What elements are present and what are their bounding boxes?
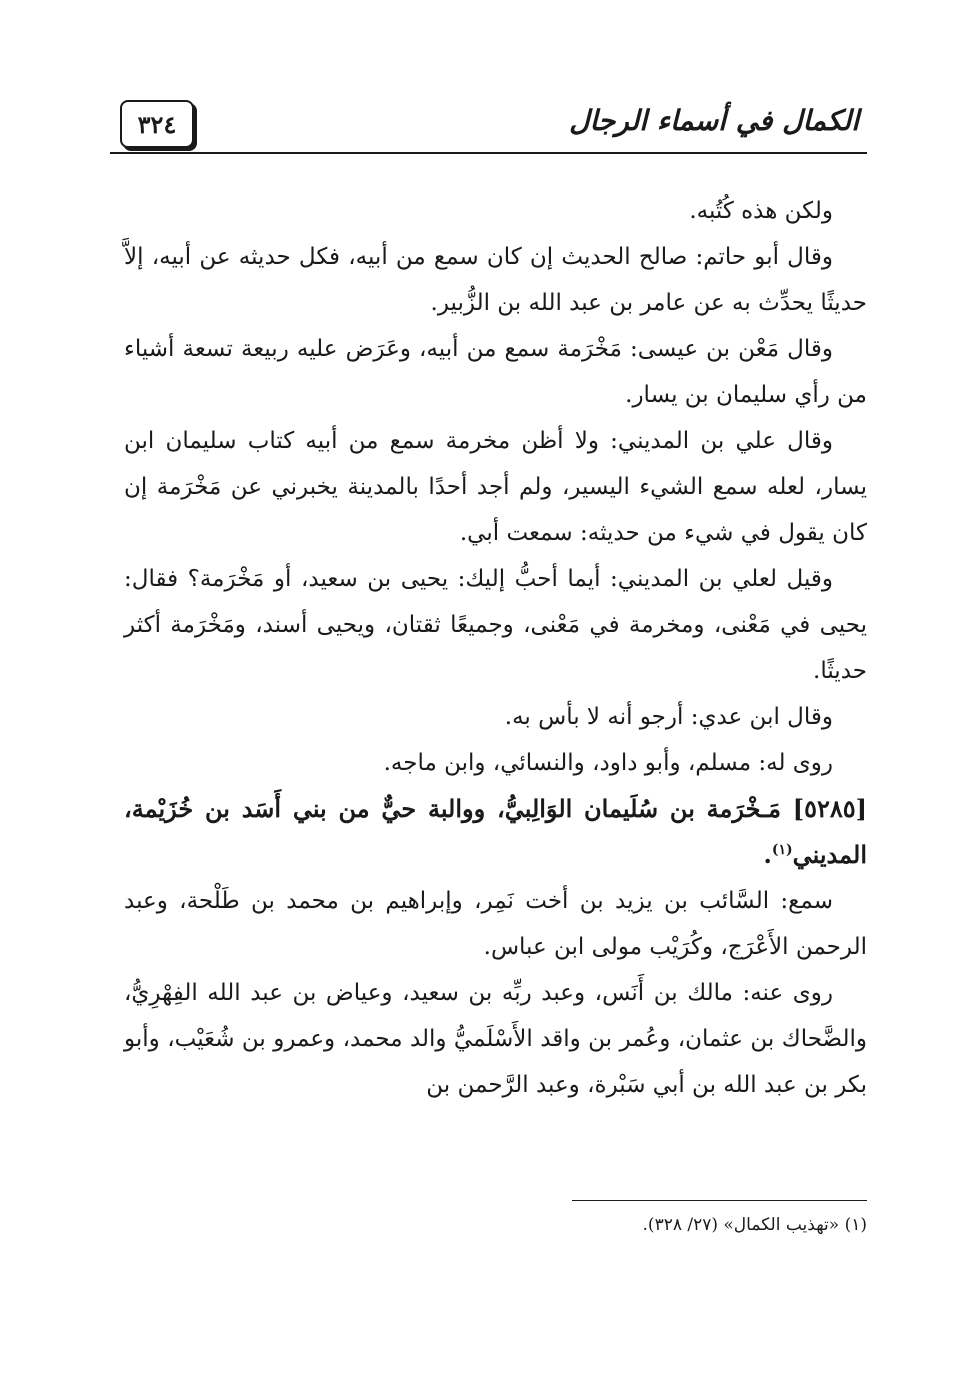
paragraph: وقيل لعلي بن المديني: أيما أحبُّ إليك: يحيى بن سعيد، أو مَخْرَمة؟ فقال: يحيى في مَعْنى، ومخرمة في مَعْنى، وجميعًا ثقتان، ويحيى أسند، ومَخْرَمة أكثر حديثًا.: [124, 566, 867, 684]
header-rule: [110, 152, 867, 154]
footnote-separator: [572, 1200, 867, 1201]
entry-number: [٥٢٨٥]: [792, 794, 867, 823]
running-title: الكمال في أسماء الرجال: [569, 103, 859, 137]
paragraph: روى عنه: مالك بن أَنَس، وعبد ربِّه بن سعيد، وعياض بن عبد الله الفِهْرِيُّ، والضَّحاك بن عثمان، وعُمر بن واقد الأَسْلَميُّ والد محمد، وعمرو بن شُعَيْب، وأبو بكر بن عبد الله بن أبي سَبْرة، وعبد الرَّحمن بن: [124, 980, 867, 1098]
footnote: (١) «تهذيب الكمال» (٢٧/ ٣٢٨).: [642, 1215, 867, 1235]
footnote-reference[interactable]: (١): [771, 842, 793, 858]
entry-end: .: [763, 840, 772, 869]
page-header: [110, 96, 867, 160]
entry-heading: [124, 786, 867, 878]
body-text: [124, 188, 867, 1108]
paragraph: وقال علي بن المديني: ولا أظن مخرمة سمع من أبيه كتاب سليمان ابن يسار، لعله سمع الشيء اليسير، ولم أجد أحدًا بالمدينة يخبرني عن مَخْرَمة إن كان يقول في شيء من حديثه: سمعت أبي.: [124, 428, 867, 546]
paragraph: روى له: مسلم، وأبو داود، والنسائي، وابن ماجه.: [383, 750, 833, 776]
page-number: ٣٢٤: [120, 100, 194, 148]
paragraph: وقال ابن عدي: أرجو أنه لا بأس به.: [504, 704, 833, 730]
entry-title: مَـخْرَمة بن سُلَيمان الوَالِبيُّ، ووالبة حيٌّ من بني أَسَد بن خُزَيْمة، المديني: [124, 794, 867, 869]
paragraph: وقال مَعْن بن عيسى: مَخْرَمة سمع من أبيه، وعَرَض عليه ربيعة تسعة أشياء من رأي سليمان بن يسار.: [124, 336, 867, 408]
paragraph: وقال أبو حاتم: صالح الحديث إن كان سمع من أبيه، فكل حديثه عن أبيه، إلاَّ حديثًا يحدِّث به عن عامر بن عبد الله بن الزُّبير.: [124, 244, 867, 316]
paragraph: ولكن هذه كُتُبه.: [689, 198, 833, 224]
paragraph: سمع: السَّائب بن يزيد بن أخت نَمِر، وإبراهيم بن محمد بن طَلْحة، وعبد الرحمن الأَعْرَج، وكُرَيْب مولى ابن عباس.: [124, 888, 867, 960]
